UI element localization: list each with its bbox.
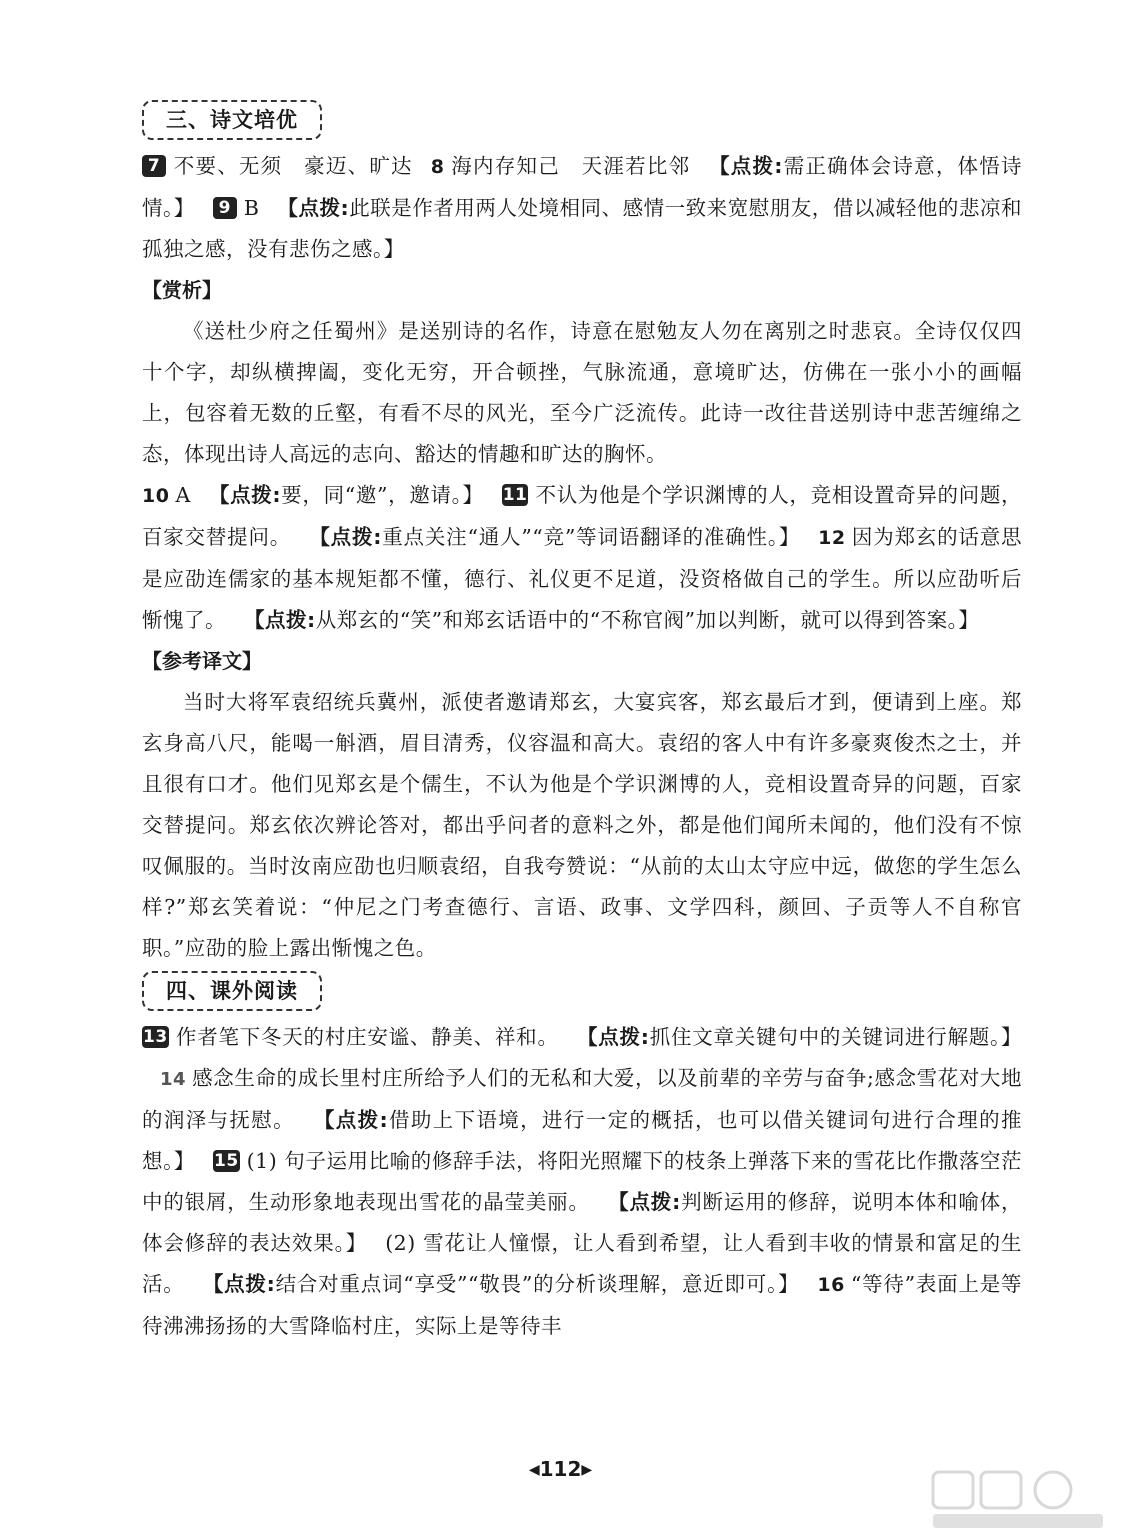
section-header-poetry: 三、诗文培优 [142, 100, 322, 140]
answer-15-part2: (2) 雪花让人憧憬，让人看到希望，让人看到丰收的情景和富足的生活。 [142, 1231, 1023, 1296]
section-header-reading: 四、课外阅读 [142, 971, 322, 1011]
hint-label: 【点拨: [244, 608, 316, 632]
answer-7: 不要、无须 豪迈、旷达 [173, 154, 413, 178]
page-number-value: 112 [539, 1457, 582, 1481]
hint-label: 【点拨: [208, 483, 282, 507]
answer-10: A [175, 483, 191, 507]
hint-8: 需正确体会诗意，体悟诗情。】 [142, 154, 1023, 220]
question-number-15: 15 [214, 1151, 239, 1171]
right-triangle-icon: ▶ [581, 1462, 593, 1478]
answer-16: “等待”表面上是等待沸沸扬扬的大雪降临村庄，实际上是等待丰 [142, 1272, 1023, 1338]
question-number-14: 14 [160, 1069, 187, 1090]
answers-13-16 [142, 1017, 1022, 1347]
left-triangle-icon: ◀ [528, 1462, 540, 1478]
hint-15-part2: 结合对重点词“享受”“敬畏”的分析谈理解，意近即可。】 [275, 1272, 800, 1296]
watermark-logo-icon [925, 1468, 1115, 1532]
hint-13: 抓住文章关键句中的关键词进行解题。】 [649, 1025, 1023, 1049]
answer-13: 作者笔下冬天的村庄安谧、静美、祥和。 [175, 1025, 559, 1049]
hint-11: 重点关注“通人”“竞”等词语翻译的准确性。】 [381, 525, 801, 549]
question-number-10: 10 [142, 485, 170, 507]
answer-8: 海内存知己 天涯若比邻 [450, 154, 691, 178]
appreciation-text: 《送杜少府之任蜀州》是送别诗的名作，诗意在慰勉友人勿在离别之时悲哀。全诗仅仅四十个字，却纵横捭阖，变化无穷，开合顿挫，气脉流通，意境旷达，仿佛在一张小小的画幅上，包容着无数的丘壑，有看不尽的风光，至今广泛流传。此诗一改往昔送别诗中悲苦缠绵之态，体现出诗人高远的志向、豁达的情趣和旷达的胸怀。 [142, 319, 1022, 466]
hint-10: 要，同“邀”，邀请。】 [281, 483, 484, 507]
answer-14: 感念生命的成长里村庄所给予人们的无私和大爱，以及前辈的辛劳与奋争;感念雪花对大地的润泽与抚慰。 [142, 1066, 1022, 1132]
answer-9: B [243, 196, 260, 220]
hint-label: 【点拨: [576, 1025, 650, 1049]
question-number-9: 9 [213, 197, 237, 219]
answers-10-12 [142, 475, 1022, 641]
hint-label: 【点拨: [313, 1108, 389, 1132]
question-number-8: 8 [430, 156, 445, 178]
hint-14: 借助上下语境，进行一定的概括，也可以借关键词句进行合理的推想。】 [142, 1108, 1023, 1173]
translation-text: 当时大将军袁绍统兵冀州，派使者邀请郑玄，大宴宾客，郑玄最后才到，便请到上座。郑玄身高八尺，能喝一斛酒，眉目清秀，仪容温和高大。袁绍的客人中有许多豪爽俊杰之士，并且很有口才。他们见郑玄是个儒生，不认为他是个学识渊博的人，竞相设置奇异的问题，百家交替提问。郑玄依次辨论答对，都出乎问者的意料之外，都是他们闻所未闻的，他们没有不惊叹佩服的。当时汝南应劭也归顺袁绍，自我夸赞说：“从前的太山太守应中远，做您的学生怎么样?”郑玄笑着说：“仲尼之门考查德行、言语、政事、文学四科，颜回、子贡等人不自称官职。”应劭的脸上露出惭愧之色。 [142, 690, 1022, 960]
question-number-16: 16 [817, 1274, 845, 1296]
answer-11: 不认为他是个学识渊博的人，竞相设置奇异的问题，百家交替提问。 [142, 483, 1022, 549]
hint-label: 【点拨: [309, 525, 382, 549]
hint-label: 【点拨: [202, 1272, 276, 1296]
hint-15-part1: 判断运用的修辞，说明本体和喻体，体会修辞的表达效果。】 [142, 1190, 1023, 1255]
question-number-11: 11 [502, 485, 528, 505]
hint-label: 【点拨: [708, 154, 783, 178]
answer-page [142, 100, 1022, 1347]
question-number-7: 7 [142, 155, 166, 177]
answer-12: 因为郑玄的话意思是应劭连儒家的基本规矩都不懂，德行、礼仪更不足道，没资格做自己的学生。所以应劭听后惭愧了。 [142, 525, 1022, 632]
answers-7-9 [142, 146, 1022, 270]
answer-15-part1: (1) 句子运用比喻的修辞手法，将阳光照耀下的枝条上弹落下来的雪花比作撒落空茫中的银屑，生动形象地表现出雪花的晶莹美丽。 [142, 1149, 1023, 1214]
hint-label: 【点拨: [277, 196, 350, 220]
translation-label: 【参考译文】 [142, 649, 262, 673]
hint-12: 从郑玄的“笑”和郑玄话语中的“不称官阀”加以判断，就可以得到答案。】 [315, 608, 980, 632]
question-number-12: 12 [818, 527, 846, 549]
hint-9: 此联是作者用两人处境相同、感情一致来宽慰朋友，借以减轻他的悲凉和孤独之感，没有悲伤之感。】 [142, 196, 1023, 261]
hint-label: 【点拨: [607, 1190, 681, 1214]
question-number-13: 13 [143, 1027, 168, 1047]
appreciation-label: 【赏析】 [142, 278, 222, 302]
